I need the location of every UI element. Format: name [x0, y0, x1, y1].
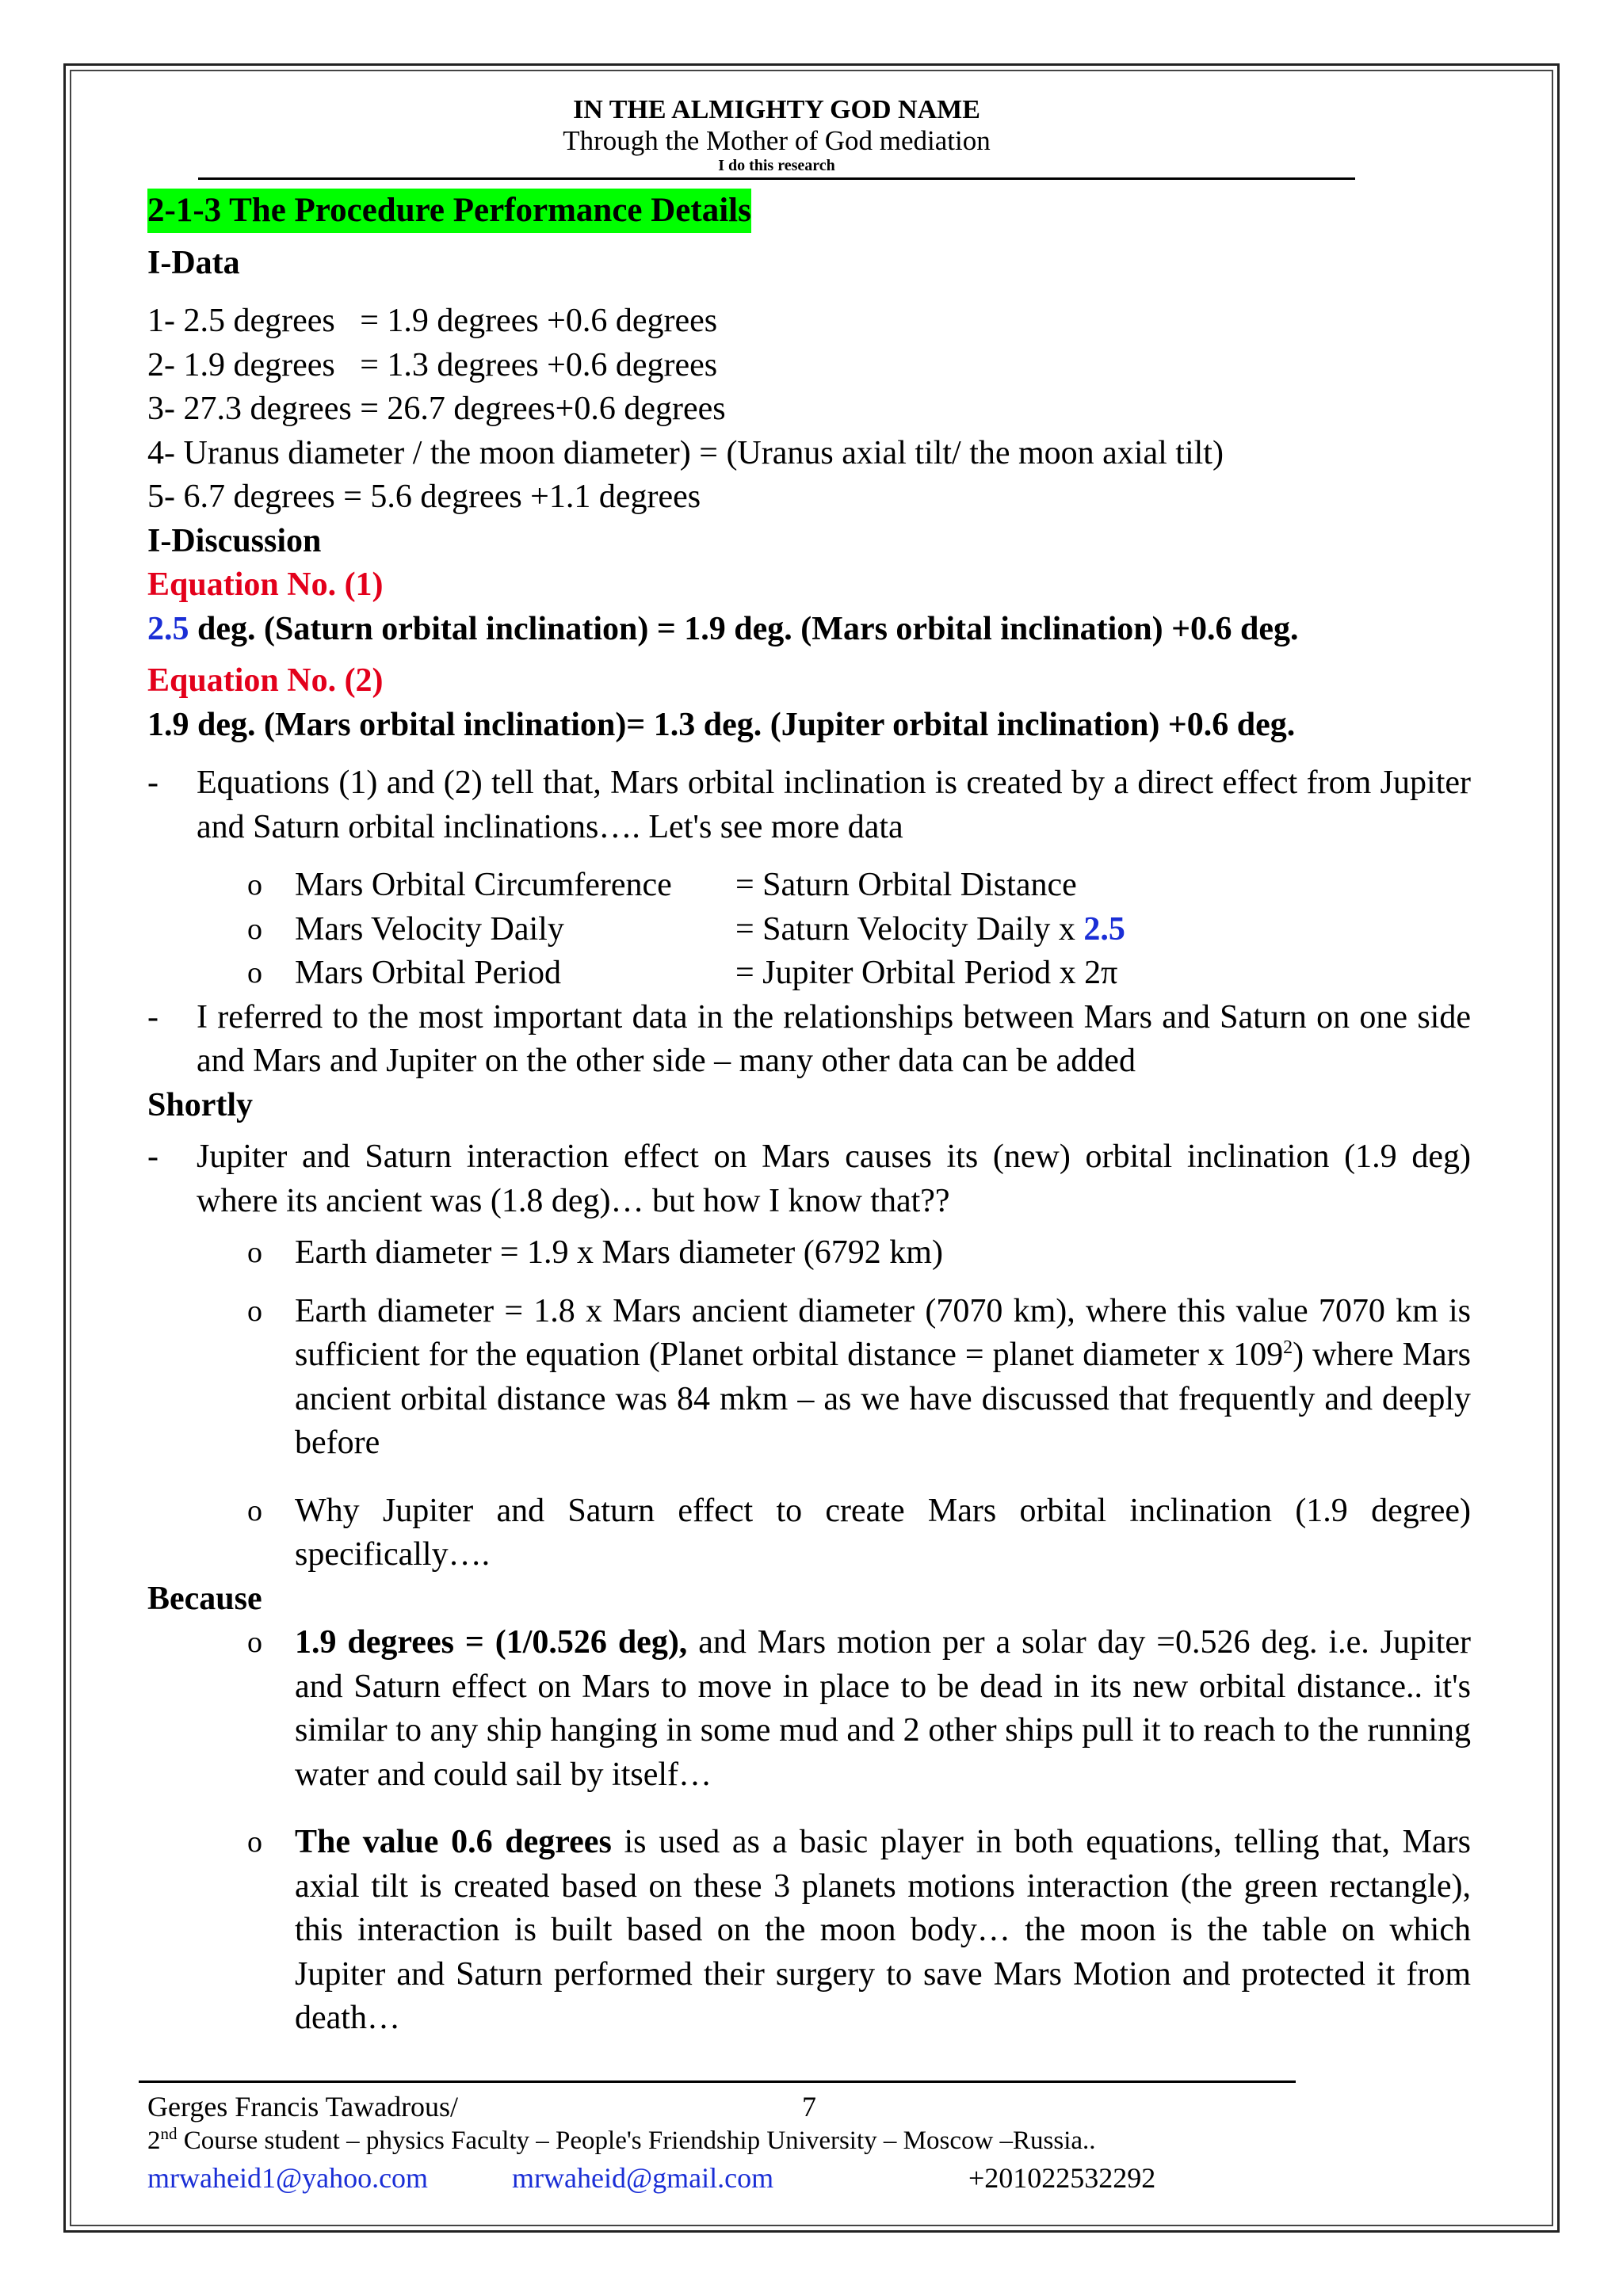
data-line-2: 2- 1.9 degrees = 1.3 degrees +0.6 degrees	[147, 346, 718, 383]
data-list	[147, 299, 1471, 520]
sub-item-earth-diameter	[147, 1231, 1471, 1276]
because-bold: The value 0.6 degrees	[295, 1824, 612, 1860]
equation-2: 1.9 deg. (Mars orbital inclination)= 1.3 deg. (Jupiter orbital inclination) +0.6 deg.	[147, 706, 1296, 743]
because-item-degrees	[147, 1621, 1471, 1797]
relation-right: = Jupiter Orbital Period x 2π	[735, 955, 1118, 991]
because-heading: Because	[147, 1580, 262, 1617]
circle-bullet: o	[247, 912, 262, 946]
superscript: 2	[1283, 1337, 1293, 1358]
course-suffix: nd	[160, 2124, 178, 2143]
bullet-item-referred	[147, 996, 1471, 1084]
footer-author-line	[147, 2090, 816, 2123]
relation-item	[147, 952, 1471, 996]
relation-left: Mars Orbital Period	[295, 955, 561, 991]
header-rule	[198, 177, 1355, 180]
relation-item	[147, 908, 1471, 952]
dash-marker: -	[147, 998, 158, 1035]
equation-1-value: 2.5	[147, 610, 189, 647]
page-number: 7	[802, 2091, 816, 2122]
circle-bullet: o	[247, 1493, 262, 1527]
because-text: and Mars motion per a solar day =0.526 deg. i.e. Jupiter and Saturn effect on Mars to move in place to be dead in its new orbital distance.. it's similar to any ship hanging in some mud and 2 other ships pull it to reach to the running water and could sail by itself…	[295, 1624, 1472, 1793]
data-line-4: 4- Uranus diameter / the moon diameter) = (Uranus axial tilt/ the moon axial tilt)	[147, 434, 1224, 471]
section-title: 2-1-3 The Procedure Performance Details	[147, 189, 751, 233]
sub-text-b: ) where Mars ancient orbital distance was 84 mkm – as we have discussed that frequently and deeply before	[295, 1337, 1471, 1461]
header-subtitle: Through the Mother of God mediation	[563, 125, 991, 156]
circle-bullet: o	[247, 1825, 262, 1859]
footer-author: Gerges Francis Tawadrous/	[147, 2091, 459, 2122]
bullet-text: Jupiter and Saturn interaction effect on Mars causes its (new) orbital inclination (1.9 deg) where its ancient was (1.8 deg)… but how I know that??	[197, 1138, 1471, 1219]
bullet-item-equations	[147, 761, 1471, 849]
relation-item	[147, 864, 1471, 908]
circle-bullet: o	[247, 1626, 262, 1659]
because-bold: 1.9 degrees = (1/0.526 deg),	[295, 1624, 688, 1661]
sub-text: Earth diameter = 1.9 x Mars diameter (6792 km)	[295, 1234, 943, 1271]
email-link-yahoo[interactable]: mrwaheid1@yahoo.com	[147, 2162, 429, 2194]
sub-text: Why Jupiter and Saturn effect to create Mars orbital inclination (1.9 degree) specifically….	[295, 1492, 1471, 1573]
relation-right: = Saturn Velocity Daily x	[735, 910, 1084, 948]
sub-item-why	[147, 1489, 1471, 1577]
data-line-5: 5- 6.7 degrees = 5.6 degrees +1.1 degrees	[147, 479, 701, 515]
relation-left: Mars Orbital Circumference	[295, 867, 672, 903]
relations-list	[147, 864, 1471, 996]
equation-1	[147, 608, 1471, 652]
data-line-3: 3- 27.3 degrees = 26.7 degrees+0.6 degrees	[147, 391, 726, 427]
email-link-gmail[interactable]: mrwaheid@gmail.com	[512, 2162, 774, 2194]
circle-bullet: o	[247, 1236, 262, 1269]
footer-course	[147, 2126, 1096, 2156]
header-title: IN THE ALMIGHTY GOD NAME	[573, 95, 980, 124]
bullet-item-interaction	[147, 1135, 1471, 1223]
data-heading: I-Data	[147, 244, 240, 281]
equation-1-label: Equation No. (1)	[147, 566, 384, 603]
shortly-heading: Shortly	[147, 1086, 254, 1123]
circle-bullet: o	[247, 956, 262, 990]
bullet-text: I referred to the most important data in the relationships between Mars and Saturn on one side and Mars and Jupiter on the other side – many other data can be added	[197, 998, 1471, 1079]
circle-bullet: o	[247, 1294, 262, 1328]
relation-right: = Saturn Orbital Distance	[735, 867, 1077, 903]
relation-left: Mars Velocity Daily	[295, 910, 564, 948]
main-content	[147, 189, 1471, 2041]
data-line-1: 1- 2.5 degrees = 1.9 degrees +0.6 degrees	[147, 303, 718, 339]
course-text: Course student – physics Faculty – People's Friendship University – Moscow –Russia..	[177, 2126, 1096, 2155]
sub-item-ancient-diameter	[147, 1290, 1471, 1466]
sub-text-a: Earth diameter = 1.8 x Mars ancient diameter (7070 km), where this value 7070 km is sufficient for the equation (Planet orbital distance = planet diameter x 109	[295, 1292, 1471, 1373]
course-number: 2	[147, 2126, 161, 2155]
because-item-value	[147, 1821, 1471, 2041]
equation-2-label: Equation No. (2)	[147, 662, 384, 699]
because-text: is used as a basic player in both equations, telling that, Mars axial tilt is created based on these 3 planets motions interaction (the green rectangle), this interaction is built based on the moon body… the moon is the table on which Jupiter and Saturn performed their surgery to save Mars Motion and protected it from death…	[295, 1824, 1471, 2036]
bullet-text: Equations (1) and (2) tell that, Mars orbital inclination is created by a direct effect from Jupiter and Saturn orbital inclinations…. Let's see more data	[197, 765, 1471, 845]
circle-bullet: o	[247, 868, 262, 902]
relation-highlight: 2.5	[1083, 910, 1125, 948]
dash-marker: -	[147, 765, 158, 801]
header-note: I do this research	[718, 157, 835, 174]
dash-marker: -	[147, 1138, 158, 1175]
phone-number: +201022532292	[968, 2162, 1156, 2194]
equation-1-text: deg. (Saturn orbital inclination) = 1.9 deg. (Mars orbital inclination) +0.6 deg.	[189, 610, 1299, 647]
footer-rule	[139, 2081, 1296, 2083]
discussion-heading: I-Discussion	[147, 522, 322, 559]
